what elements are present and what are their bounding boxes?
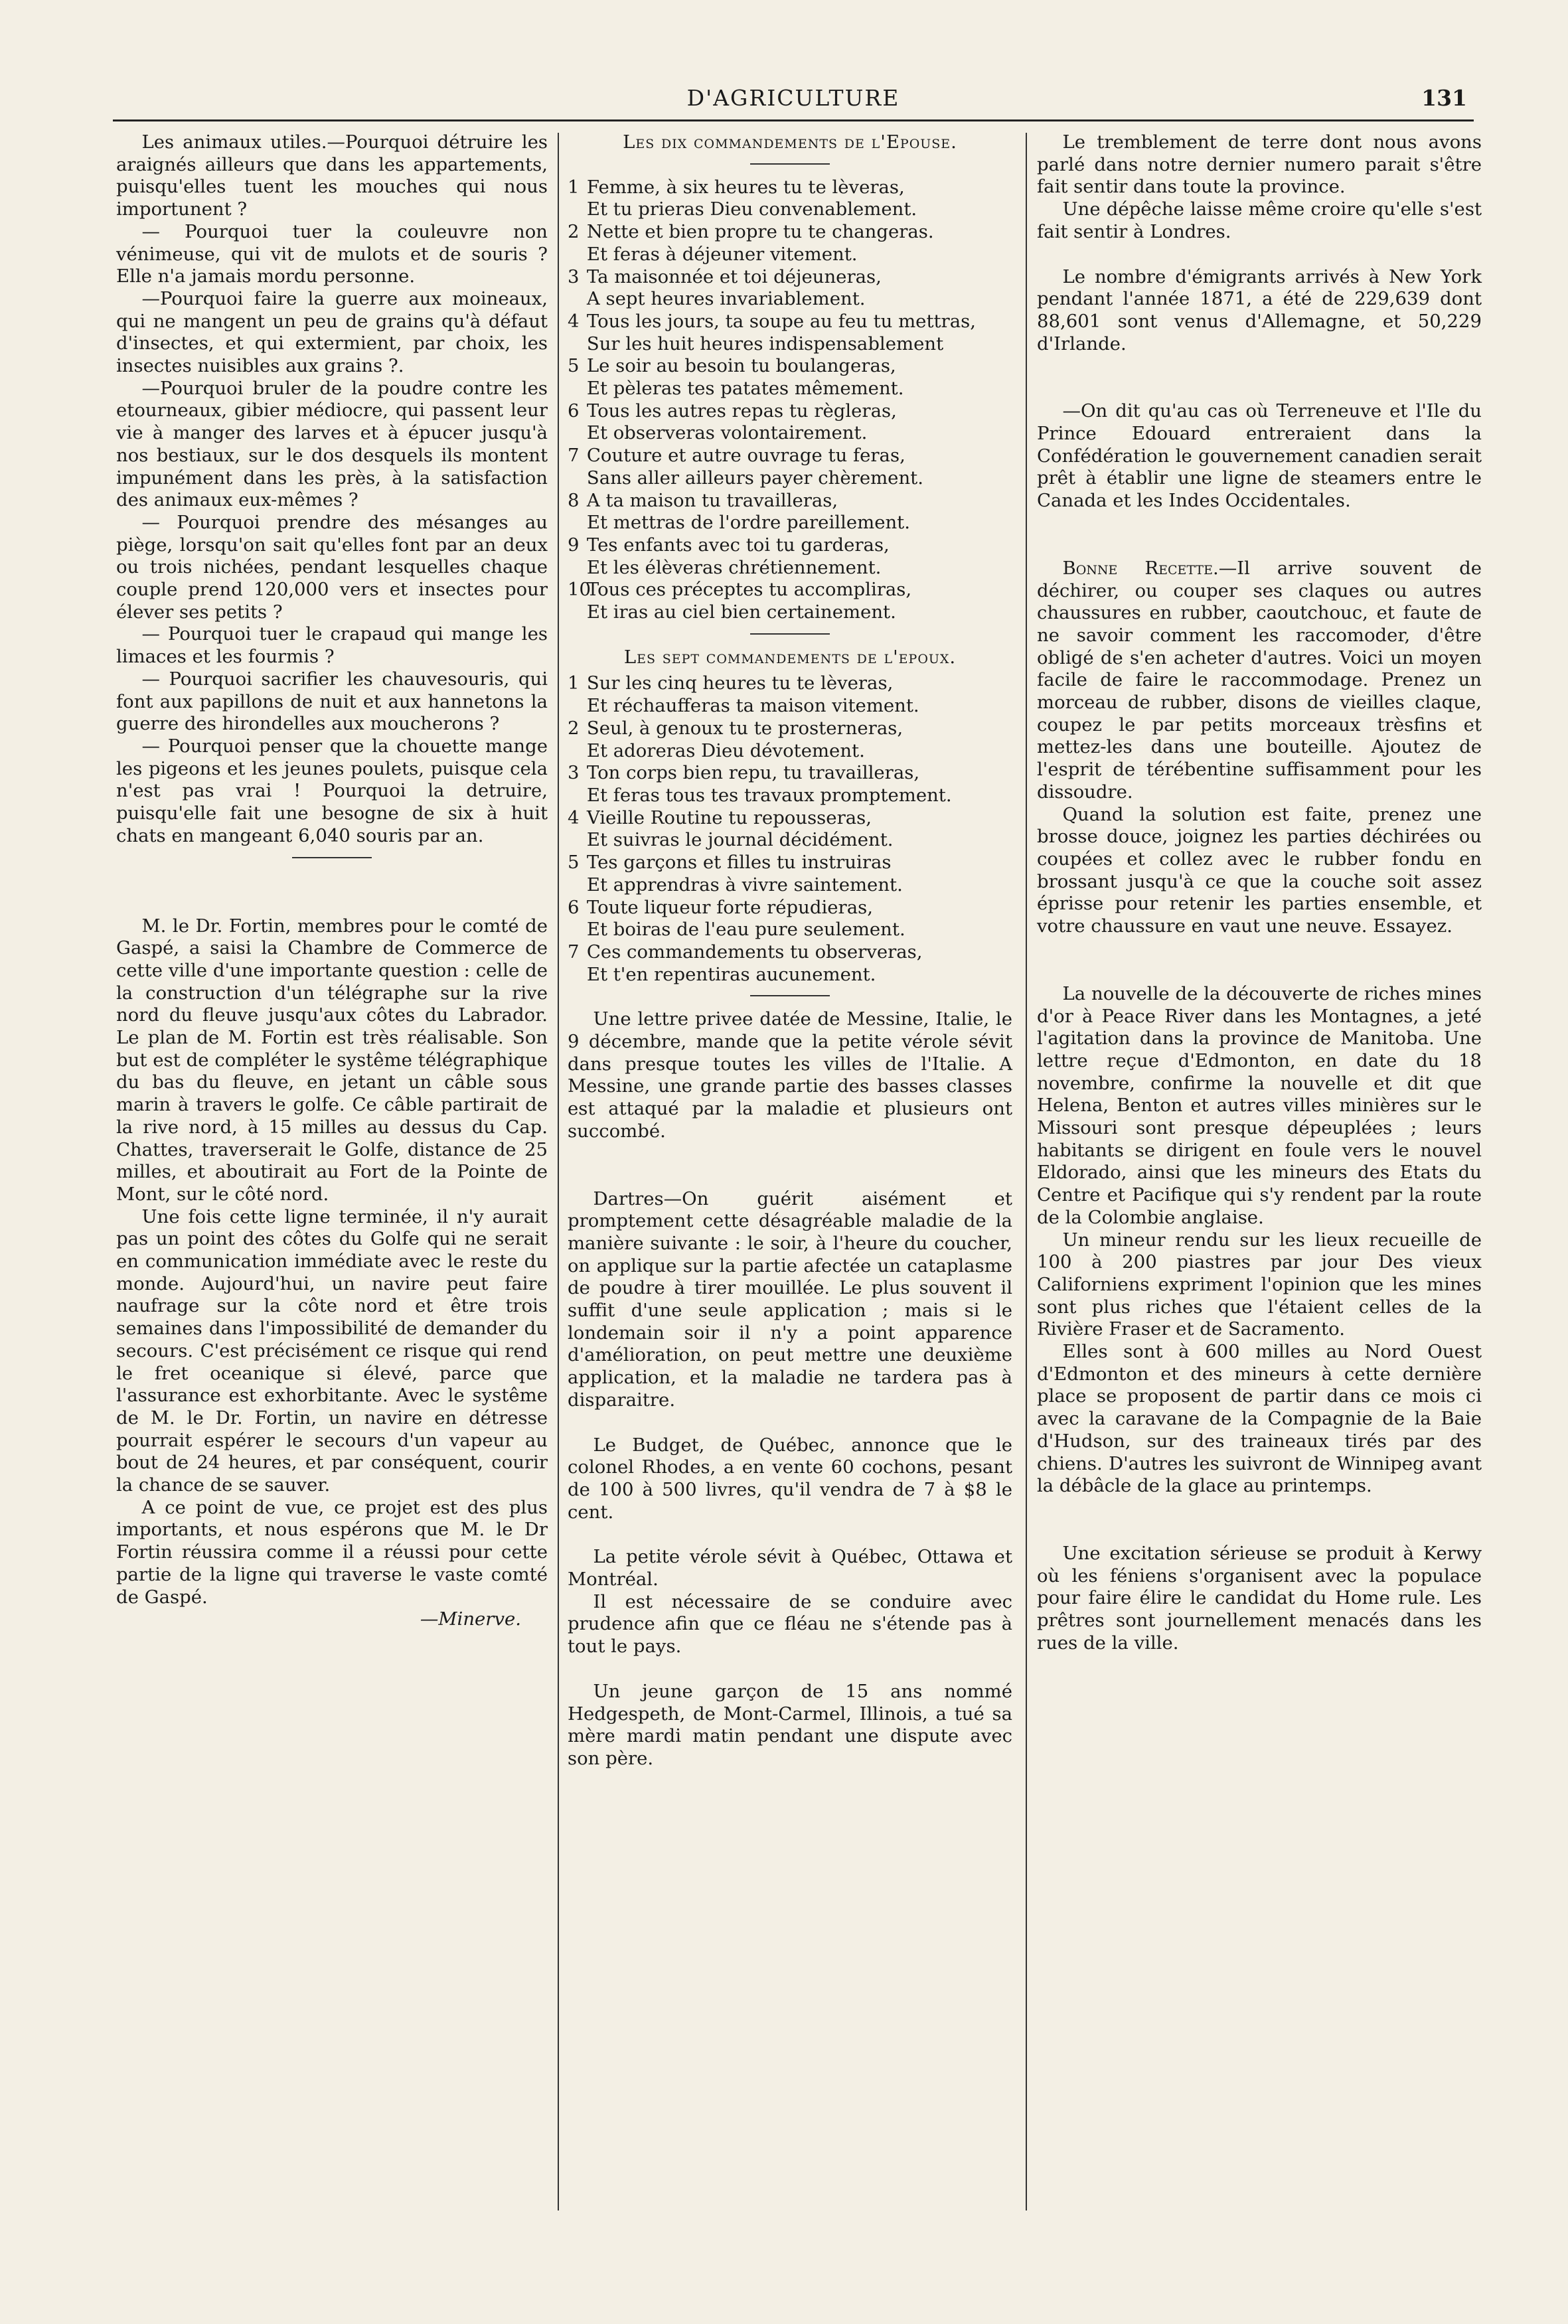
commandment-number: 5 — [568, 852, 580, 874]
commandment-line: Tous les autres repas tu règleras, — [586, 400, 897, 422]
commandment-line: Tous ces préceptes tu accompliras, — [586, 579, 912, 601]
commandment-number: 8 — [568, 489, 580, 511]
prudence-paragraph: Il est nécessaire de se conduire avec prudence afin que ce fléau ne s'étende pas à tout le pays. — [568, 1590, 1012, 1658]
commandment-number: 1 — [568, 672, 580, 694]
commandment-line: Sur les huit heures indispensablement — [586, 333, 944, 354]
commandment-line: Et tu prieras Dieu convenablement. — [586, 198, 917, 220]
commandment-item — [568, 762, 1012, 807]
section-rule — [750, 633, 830, 635]
commandment-item — [568, 177, 1012, 221]
messine-paragraph: Une lettre privee datée de Messine, Italie, le 9 décembre, mande que la petite vérole sévit dans presque toutes les villes de l'Italie. A Messine, une grande partie des basses classes est attaqué par la maladie et plusieurs ont succombé. — [568, 1008, 1012, 1142]
emigrants-paragraph: Le nombre d'émigrants arrivés à New York pendant l'année 1871, a été de 229,639 dont 88,601 sont venus d'Allemagne, et 50,229 d'Irlande. — [1037, 266, 1482, 354]
commandment-number: 2 — [568, 717, 580, 739]
commandment-line: Sur les cinq heures tu te lèveras, — [586, 672, 894, 694]
animaux-paragraph: — Pourquoi penser que la chouette mange les pigeons et les jeunes poulets, puisque cela n'est pas vrai ! Pourquoi la detruire, puisqu'elle fait une besogne de six à huit chats en mangeant 6,040 souris par an. — [116, 735, 548, 846]
edmonton-paragraph: Elles sont à 600 milles au Nord Ouest d'Edmonton et des mineurs à cette dernière place se proposent de partir dans ce mois ci avec la caravane de la Compagnie de la Baie d'Hudson, sur des traineaux tirés par des chiens. D'autres les suivront de Winnipeg avant la débâcle de la glace au printemps. — [1037, 1341, 1482, 1497]
commandment-item — [568, 355, 1012, 400]
commandment-line: A ta maison tu travailleras, — [586, 489, 838, 511]
animaux-paragraph: — Pourquoi sacrifier les chauvesouris, qui font aux papillons de nuit et aux hannetons la guerre des hirondelles aux moucherons ? — [116, 668, 548, 735]
heading-epouse: Les dix commandements de l'Epouse. — [623, 131, 957, 153]
solution-paragraph: Quand la solution est faite, prenez une brosse douce, joignez les parties déchirées ou coupées et collez avec le rubber fondu en brossant jusqu'à ce que la couche soit assez éprisse pour retenir les parties ensemble, et votre chaussure en vaut une neuve. Essayez. — [1037, 803, 1482, 937]
fenians-paragraph: Une excitation sérieuse se produit à Kerwy où les féniens s'organisent avec la populace pour faire élire le candidat du Home rule. Les prêtres sont journellement menacés dans les rues de la ville. — [1037, 1542, 1482, 1654]
commandment-line: Sans aller ailleurs payer chèrement. — [586, 467, 923, 489]
commandment-line: Et pèleras tes patates mêmement. — [586, 378, 904, 400]
commandment-item — [568, 852, 1012, 896]
commandment-line: Et les élèveras chrétiennement. — [586, 556, 882, 578]
animaux-paragraph: —Pourquoi faire la guerre aux moineaux, qui ne mangent un peu de grains qu'à défaut d'insectes, et qui extermient, par choix, les insectes nuisibles aux grains ?. — [116, 287, 548, 377]
commandment-line: Et adoreras Dieu dévotement. — [586, 739, 865, 761]
depeche-paragraph: Une dépêche laisse même croire qu'elle s'est fait sentir à Londres. — [1037, 198, 1482, 242]
commandment-number: 10 — [568, 579, 591, 601]
commandment-line: Et mettras de l'ordre pareillement. — [586, 512, 910, 534]
animaux-paragraph: Les animaux utiles.—Pourquoi détruire les araignés ailleurs que dans les appartements, puisqu'elles tuent les mouches qui nous importunent ? — [116, 131, 548, 220]
commandment-item — [568, 672, 1012, 717]
fortin-paragraph: Une fois cette ligne terminée, il n'y aurait pas un point des côtes du Golfe qui ne serait en communication immédiate avec le reste du monde. Aujourd'hui, un navire peut faire naufrage sur la côte nord et être trois semaines dans l'impossibilité de demander du secours. C'est précisément ce risque qui rend le fret oceanique si élevé, parce que l'assurance est exhorbitante. Avec le systême de M. le Dr. Fortin, un navire en détresse pourrait espérer le secours d'un vapeur au bout de 24 heures, et par conséquent, courir la chance de se sauver. — [116, 1205, 548, 1496]
commandment-number: 5 — [568, 355, 580, 377]
commandment-number: 6 — [568, 400, 580, 422]
commandment-line: Femme, à six heures tu te lèveras, — [586, 176, 905, 198]
column-right — [1037, 131, 1482, 1654]
section-rule — [750, 995, 830, 996]
commandment-line: Le soir au besoin tu boulangeras, — [586, 355, 896, 377]
commandment-number: 4 — [568, 310, 580, 332]
signature: —Minerve. — [420, 1608, 521, 1630]
commandment-item — [568, 941, 1012, 986]
commandment-number: 2 — [568, 221, 580, 243]
commandment-line: Ton corps bien repu, tu travailleras, — [586, 762, 920, 784]
manitoba-paragraph: La nouvelle de la découverte de riches mines d'or à Peace River dans les Montagnes, a jeté l'agitation dans la province de Manitoba. Une lettre reçue d'Edmonton, en date du 18 novembre, confirme la nouvelle et dit que Helena, Benton et autres villes minières sur le Missouri sont presque dépeuplées ; leurs habitants se dirigent en foule vers le nouvel Eldorado, ainsi que les mineurs des Etats du Centre et Pacifique qui s'y rendent par la route de la Colombie anglaise. — [1037, 982, 1482, 1228]
verole-paragraph: La petite vérole sévit à Québec, Ottawa et Montréal. — [568, 1546, 1012, 1590]
commandment-line: Et réchaufferas ta maison vitement. — [586, 695, 919, 717]
dartres-paragraph: Dartres—On guérit aisément et promptement cette désagréable maladie de la manière suivante : le soir, à l'heure du coucher, on applique sur la partie afectée un cataplasme de poudre à tirer mouillée. Le plus souvent il suffit d'une seule application ; mais si le londemain soir il n'y a point apparence d'amélioration, on peut mettre une deuxième application, et la maladie ne tardera pas à disparaitre. — [568, 1188, 1012, 1411]
recette-paragraph — [1037, 558, 1482, 804]
column-left — [116, 131, 548, 1631]
recette-title: Bonne Recette. — [1062, 557, 1219, 579]
commandment-item — [568, 579, 1012, 623]
animaux-paragraph: —Pourquoi bruler de la poudre contre les etourneaux, gibier médiocre, qui passent leur vie à manger des larves et à épucer jusqu'à nos bestiaux, sur le dos desquels ils montent impunément dans les près, à la satisfaction des animaux eux-mêmes ? — [116, 377, 548, 511]
commandment-item — [568, 400, 1012, 445]
commandment-line: Ces commandements tu observeras, — [586, 941, 923, 963]
section-rule — [292, 857, 372, 858]
commandment-line: Nette et bien propre tu te changeras. — [586, 221, 934, 243]
animaux-paragraph: — Pourquoi tuer la couleuvre non vénimeuse, qui vit de mulots et de souris ? Elle n'a jamais mordu personne. — [116, 220, 548, 287]
commandment-number: 7 — [568, 941, 580, 963]
commandment-item — [568, 221, 1012, 266]
page-number: 131 — [1421, 85, 1467, 111]
commandment-line: Tous les jours, ta soupe au feu tu mettras, — [586, 310, 976, 332]
column-rule-right — [1026, 133, 1027, 2210]
commandment-line: Tes enfants avec toi tu garderas, — [586, 534, 890, 556]
commandment-number: 9 — [568, 534, 580, 556]
commandment-line: Et feras à déjeuner vitement. — [586, 243, 858, 265]
commandment-line: Tes garçons et filles tu instruiras — [586, 852, 892, 874]
commandment-item — [568, 311, 1012, 355]
commandment-item — [568, 490, 1012, 534]
section-rule — [750, 163, 830, 165]
commandment-line: A sept heures invariablement. — [586, 288, 866, 310]
animaux-paragraph: — Pourquoi prendre des mésanges au piège, lorsqu'on sait qu'elles font par an deux ou trois nichées, pendant lesquelles chaque couple prend 120,000 vers et insectes pour élever ses petits ? — [116, 511, 548, 623]
commandment-line: Toute liqueur forte répudieras, — [586, 896, 873, 918]
fortin-paragraph: A ce point de vue, ce projet est des plus importants, et nous espérons que M. le Dr Fortin réussira comme il a réussi pour cette partie de la ligne qui traverse le vaste comté de Gaspé. — [116, 1496, 548, 1608]
mineur-paragraph: Un mineur rendu sur les lieux recueille de 100 à 200 piastres par jour Des vieux Californiens expriment l'opinion que les mines sont plus riches que l'étaient celles de la Rivière Fraser et de Sacramento. — [1037, 1229, 1482, 1340]
page-header — [113, 80, 1474, 119]
budget-paragraph: Le Budget, de Québec, annonce que le colonel Rhodes, a en vente 60 cochons, pesant de 100 à 500 livres, qu'il vendra de 7 à $8 le cent. — [568, 1434, 1012, 1523]
terreneuve-paragraph: —On dit qu'au cas où Terreneuve et l'Ile du Prince Edouard entreraient dans la Confédération le gouvernement canadien serait prêt à établir une ligne de steamers entre le Canada et les Indes Occidentales. — [1037, 400, 1482, 512]
commandment-line: Et t'en repentiras aucunement. — [586, 963, 876, 985]
commandment-line: Et feras tous tes travaux promptement. — [586, 784, 952, 806]
commandment-item — [568, 266, 1012, 311]
commandment-line: Couture et autre ouvrage tu feras, — [586, 445, 905, 467]
recette-text: —Il arrive souvent de déchirer, ou couper ses claques ou autres chaussures en rubber, caoutchouc, et faute de ne savoir comment les raccomoder, d'être obligé de s'en acheter d'autres. Voici un moyen facile de faire le raccommodage. Prenez un morceau de rubber, disons de vieilles claque, coupez le par petits morceaux trèsfins et mettez-les dans une bouteille. Ajoutez de l'esprit de térébentine suffisamment pour les dissoudre. — [1037, 557, 1482, 803]
commandment-line: Et boiras de l'eau pure seulement. — [586, 919, 905, 941]
commandment-number: 6 — [568, 896, 580, 918]
header-rule — [113, 119, 1474, 121]
commandment-line: Et iras au ciel bien certainement. — [586, 601, 896, 623]
fortin-paragraph: M. le Dr. Fortin, membres pour le comté de Gaspé, a saisi la Chambre de Commerce de cette ville d'une importante question : celle de la construction d'un télégraphe sur la rive nord du fleuve jusqu'aux côtes du Labrador. Le plan de M. Fortin est très réalisable. Son but est de compléter le systême télégraphique du bas du fleuve, en jetant un câble sous marin à travers le golfe. Ce câble partirait de la rive nord, à 15 milles au dessus du Cap. Chattes, traverserait le Golfe, distance de 25 milles, et aboutirait au Fort de la Pointe de Mont, sur le côté nord. — [116, 915, 548, 1205]
heading-epoux: Les sept commandements de l'epoux. — [623, 646, 957, 668]
commandment-line: Vieille Routine tu repousseras, — [586, 807, 872, 828]
commandment-number: 1 — [568, 176, 580, 198]
column-middle — [568, 131, 1012, 1770]
commandment-line: Et apprendras à vivre saintement. — [586, 874, 903, 895]
tremblement-paragraph: Le tremblement de terre dont nous avons parlé dans notre dernier numero parait s'être fait sentir dans toute la province. — [1037, 131, 1482, 198]
commandment-item — [568, 807, 1012, 852]
commandment-number: 3 — [568, 266, 580, 287]
commandment-line: Ta maisonnée et toi déjeuneras, — [586, 266, 882, 287]
commandment-item — [568, 897, 1012, 941]
commandment-number: 7 — [568, 445, 580, 467]
animaux-paragraph: — Pourquoi tuer le crapaud qui mange les limaces et les fourmis ? — [116, 623, 548, 668]
commandment-item — [568, 445, 1012, 489]
commandment-line: Seul, à genoux tu te prosterneras, — [586, 717, 903, 739]
commandment-number: 4 — [568, 807, 580, 828]
commandment-number: 3 — [568, 762, 580, 784]
commandment-item — [568, 718, 1012, 762]
commandment-item — [568, 534, 1012, 579]
commandment-line: Et suivras le journal décidément. — [586, 829, 894, 851]
column-rule-left — [558, 133, 559, 2210]
running-title: D'AGRICULTURE — [686, 85, 900, 111]
hedgespeth-paragraph: Un jeune garçon de 15 ans nommé Hedgespeth, de Mont-Carmel, Illinois, a tué sa mère mardi matin pendant une dispute avec son père. — [568, 1680, 1012, 1769]
commandment-line: Et observeras volontairement. — [586, 422, 868, 444]
